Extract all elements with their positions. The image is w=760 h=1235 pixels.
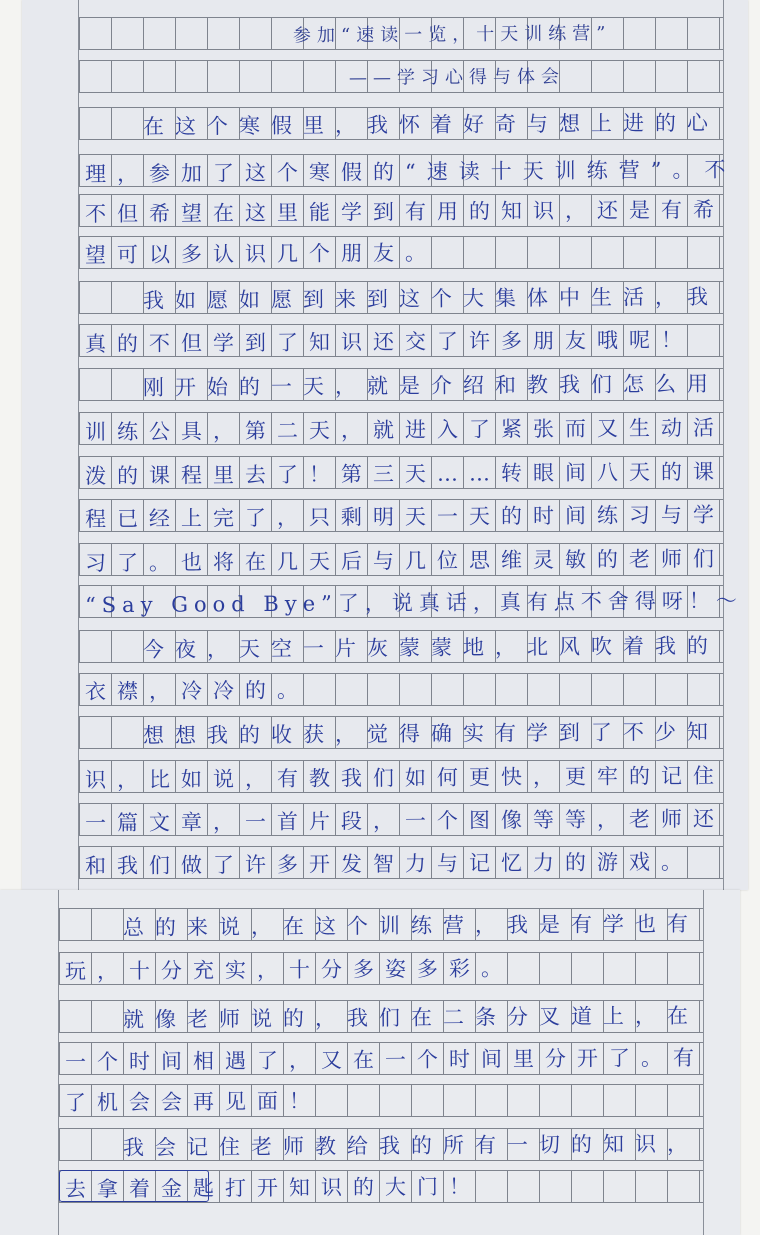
essay-line: 我会记住老师教给我的所有一切的知识， <box>122 1131 700 1160</box>
grid-row <box>59 908 703 941</box>
essay-line: 了机会会再见面！ <box>64 1088 322 1115</box>
essay-line: 一篇文章，一首片段，一个图像等等，老师还 <box>84 806 726 835</box>
essay-title: 参加“速读一览，十天训练营” <box>292 22 612 46</box>
essay-line: 习了。也将在几天后与几位思维灵敏的老师们 <box>84 546 726 575</box>
essay-line: 我如愿如愿到来到这个大集体中生活，我 <box>142 284 720 313</box>
essay-line: 想想我的收获，觉得确实有学到了不少知 <box>142 719 720 748</box>
essay-line: 不但希望在这里能学到有用的知识，还是有希 <box>84 197 726 226</box>
grid-row <box>59 1042 706 1075</box>
essay-line: “Say Good Bye”了，说真话，真有点不舍得呀！～ <box>84 588 743 617</box>
grid-row <box>79 194 726 227</box>
essay-line: 刚开始的一天，就是介绍和教我们怎么用 <box>142 371 720 400</box>
grid-row <box>79 585 743 618</box>
essay-line: 和我们做了许多开发智力与记忆力的游戏。 <box>84 849 694 878</box>
essay-line: 识，比如说，有教我们如何更快，更牢的记住 <box>84 763 726 792</box>
grid-row <box>59 1084 703 1117</box>
essay-line: 玩，十分充实，十分多姿多彩。 <box>64 955 514 984</box>
grid-row <box>79 456 726 489</box>
essay-line: 真的不但学到了知识还交了许多朋友哦呢！ <box>84 327 694 356</box>
grid-row <box>79 60 723 93</box>
essay-page-1 <box>22 0 748 890</box>
essay-page-2 <box>0 890 740 1235</box>
grid-row <box>79 499 726 532</box>
essay-line: 程已经上完了，只剩明天一天的时间练习与学 <box>84 502 726 531</box>
grid-row <box>79 324 723 357</box>
grid-row <box>79 543 726 576</box>
grid-row <box>59 1128 703 1161</box>
grid-row <box>79 803 726 836</box>
grid-row <box>79 281 723 314</box>
essay-line: 训练公具，第二天，就进入了紧张而又生动活 <box>84 415 726 444</box>
essay-line: 在这个寒假里，我怀着好奇与想上进的心 <box>142 110 720 139</box>
essay-line: 望可以多认识几个朋友。 <box>84 240 438 267</box>
grid-row <box>79 368 723 401</box>
grid-paper <box>58 890 704 1235</box>
grid-row <box>79 236 723 269</box>
grid-row <box>79 107 723 140</box>
grid-row <box>59 1000 703 1033</box>
grid-row <box>59 952 703 985</box>
grid-row <box>79 760 726 793</box>
essay-line: 泼的课程里去了！第三天……转眼间八天的课 <box>84 459 726 488</box>
grid-paper <box>78 0 743 890</box>
grid-row <box>79 154 737 187</box>
essay-line: 理，参加了这个寒假的“速读十天训练营”。不 <box>84 157 737 186</box>
essay-line: 一个时间相遇了，又在一个时间里分开了。有 <box>64 1045 706 1074</box>
grid-row <box>79 846 723 879</box>
essay-line: 就像老师说的，我们在二条分叉道上，在 <box>122 1003 700 1032</box>
grid-row <box>79 630 723 663</box>
essay-line: 衣襟，冷冷的。 <box>84 677 310 704</box>
essay-subtitle: ——学习心得与体会 <box>348 65 566 89</box>
grid-row <box>79 412 726 445</box>
grid-row <box>79 673 723 706</box>
grid-row <box>79 716 723 749</box>
essay-line: 今夜，天空一片灰蒙蒙地，北风吹着我的 <box>142 633 720 662</box>
grid-row <box>79 17 723 50</box>
essay-line: 总的来说，在这个训练营，我是有学也有 <box>122 911 700 940</box>
essay-line: 去拿着金匙打开知识的大门！ <box>64 1174 482 1201</box>
handwritten-underline-box <box>59 1170 209 1202</box>
